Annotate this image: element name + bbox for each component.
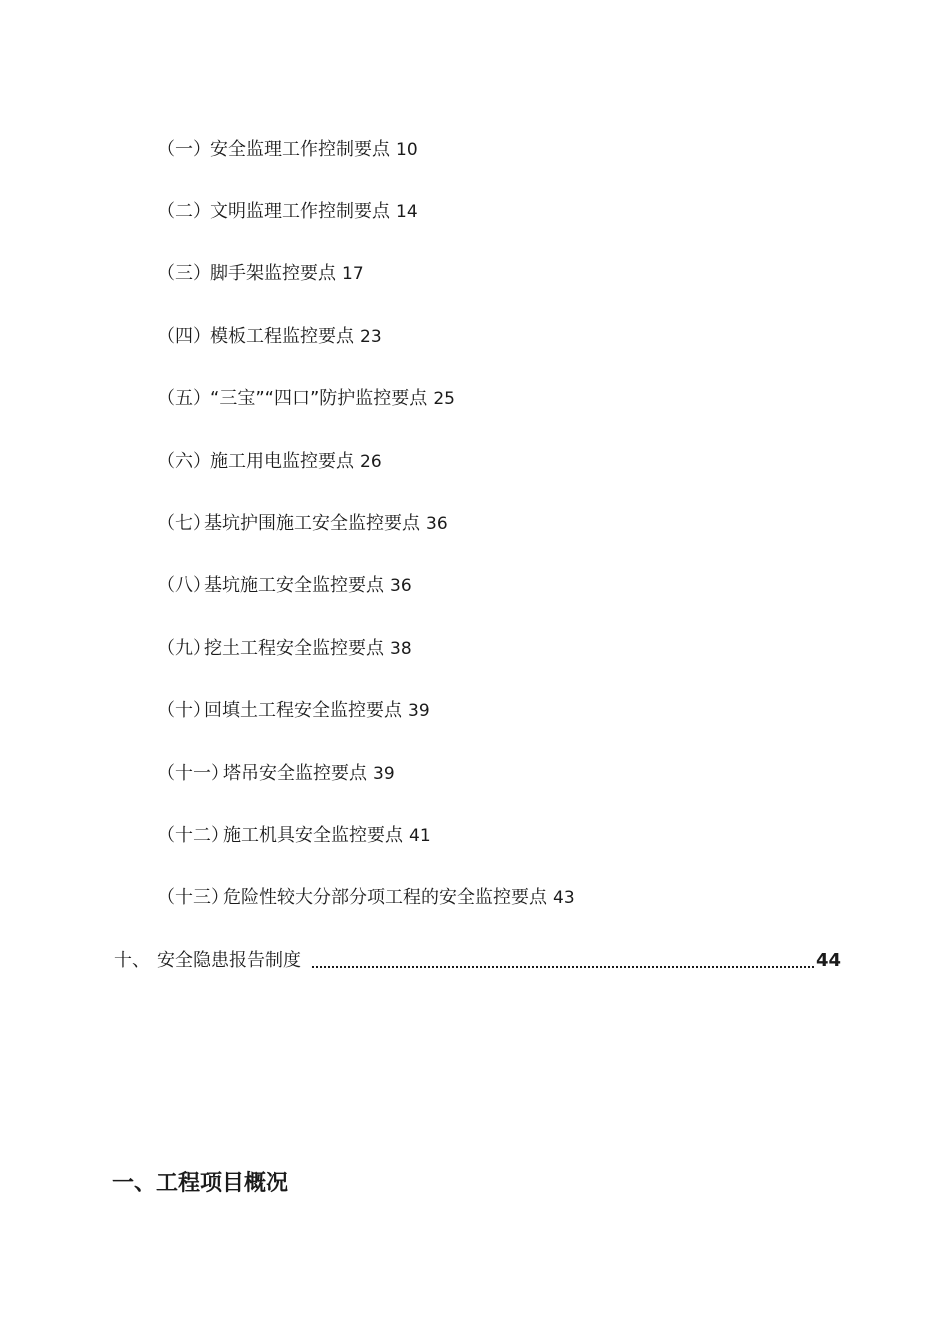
toc-item-title: 危险性较大分部分项工程的安全监控要点 [223, 887, 547, 908]
toc-item-number: （一） [157, 139, 211, 160]
toc-item-number: （十） [157, 700, 211, 721]
toc-item-5[interactable] [0, 384, 950, 414]
toc-item-number: （三） [157, 263, 211, 284]
toc-item-text [204, 696, 430, 726]
toc-item-text [223, 821, 431, 851]
toc-item-page: 38 [390, 639, 412, 659]
toc-item-page: 39 [373, 764, 395, 784]
section-heading: 一、工程项目概况 [112, 1171, 289, 1196]
toc-item-title: 塔吊安全监控要点 [223, 763, 367, 784]
toc-item-page: 17 [342, 264, 364, 284]
toc-item-text [204, 634, 412, 664]
toc-item-title: 施工用电监控要点 [210, 451, 354, 472]
toc-item-page: 23 [360, 327, 382, 347]
toc-item-11[interactable] [0, 759, 950, 789]
toc-item-number: （九） [157, 638, 211, 659]
toc-item-number: （十三） [157, 887, 229, 908]
toc-item-title: 安全监理工作控制要点 [210, 139, 390, 160]
toc-item-number: （八） [157, 575, 211, 596]
toc-item-13[interactable] [0, 883, 950, 913]
toc-item-number: （四） [157, 326, 211, 347]
toc-item-1[interactable] [0, 135, 950, 165]
toc-item-text [210, 447, 382, 477]
toc-item-number: （十二） [157, 825, 229, 846]
toc-item-title: 挖土工程安全监控要点 [204, 638, 384, 659]
toc-item-number: （十一） [157, 763, 229, 784]
toc-item-title: 脚手架监控要点 [210, 263, 336, 284]
toc-item-12[interactable] [0, 821, 950, 851]
toc-item-page: 36 [426, 514, 448, 534]
toc-item-page: 25 [433, 389, 455, 409]
toc-item-text [210, 259, 364, 289]
toc-item-number: （五） [157, 388, 211, 409]
toc-item-3[interactable] [0, 259, 950, 289]
toc-item-page: 41 [409, 826, 431, 846]
toc-item-text [210, 322, 382, 352]
toc-item-9[interactable] [0, 634, 950, 664]
toc-item-10[interactable] [0, 696, 950, 726]
toc-item-page: 10 [396, 140, 418, 160]
toc-item-text [210, 384, 455, 414]
toc-item-text [210, 135, 418, 165]
toc-item-page: 26 [360, 452, 382, 472]
toc-item-8[interactable] [0, 571, 950, 601]
toc-item-number: （六） [157, 451, 211, 472]
toc-item-4[interactable] [0, 322, 950, 352]
toc-item-title: “三宝”“四口”防护监控要点 [210, 388, 428, 409]
toc-item-title: 模板工程监控要点 [210, 326, 354, 347]
toc-item-title: 基坑施工安全监控要点 [204, 575, 384, 596]
toc-item-page: 36 [390, 576, 412, 596]
toc-item-title: 施工机具安全监控要点 [223, 825, 403, 846]
toc-item-text [223, 759, 395, 789]
toc-main-number: 十、 [114, 950, 150, 971]
toc-item-page: 43 [553, 888, 575, 908]
toc-item-6[interactable] [0, 447, 950, 477]
toc-item-text [204, 509, 448, 539]
toc-main-title: 安全隐患报告制度 [157, 950, 301, 971]
toc-item-page: 39 [408, 701, 430, 721]
toc-item-number: （二） [157, 201, 211, 222]
toc-item-text [210, 197, 418, 227]
toc-item-2[interactable] [0, 197, 950, 227]
toc-item-7[interactable] [0, 509, 950, 539]
toc-item-number: （七） [157, 513, 211, 534]
toc-item-text [223, 883, 575, 913]
toc-item-title: 文明监理工作控制要点 [210, 201, 390, 222]
toc-dot-leader [312, 966, 814, 968]
toc-main-item[interactable] [0, 946, 950, 976]
toc-main-page: 44 [816, 950, 842, 971]
toc-item-title: 基坑护围施工安全监控要点 [204, 513, 420, 534]
toc-item-title: 回填土工程安全监控要点 [204, 700, 402, 721]
toc-item-page: 14 [396, 202, 418, 222]
toc-item-text [204, 571, 412, 601]
